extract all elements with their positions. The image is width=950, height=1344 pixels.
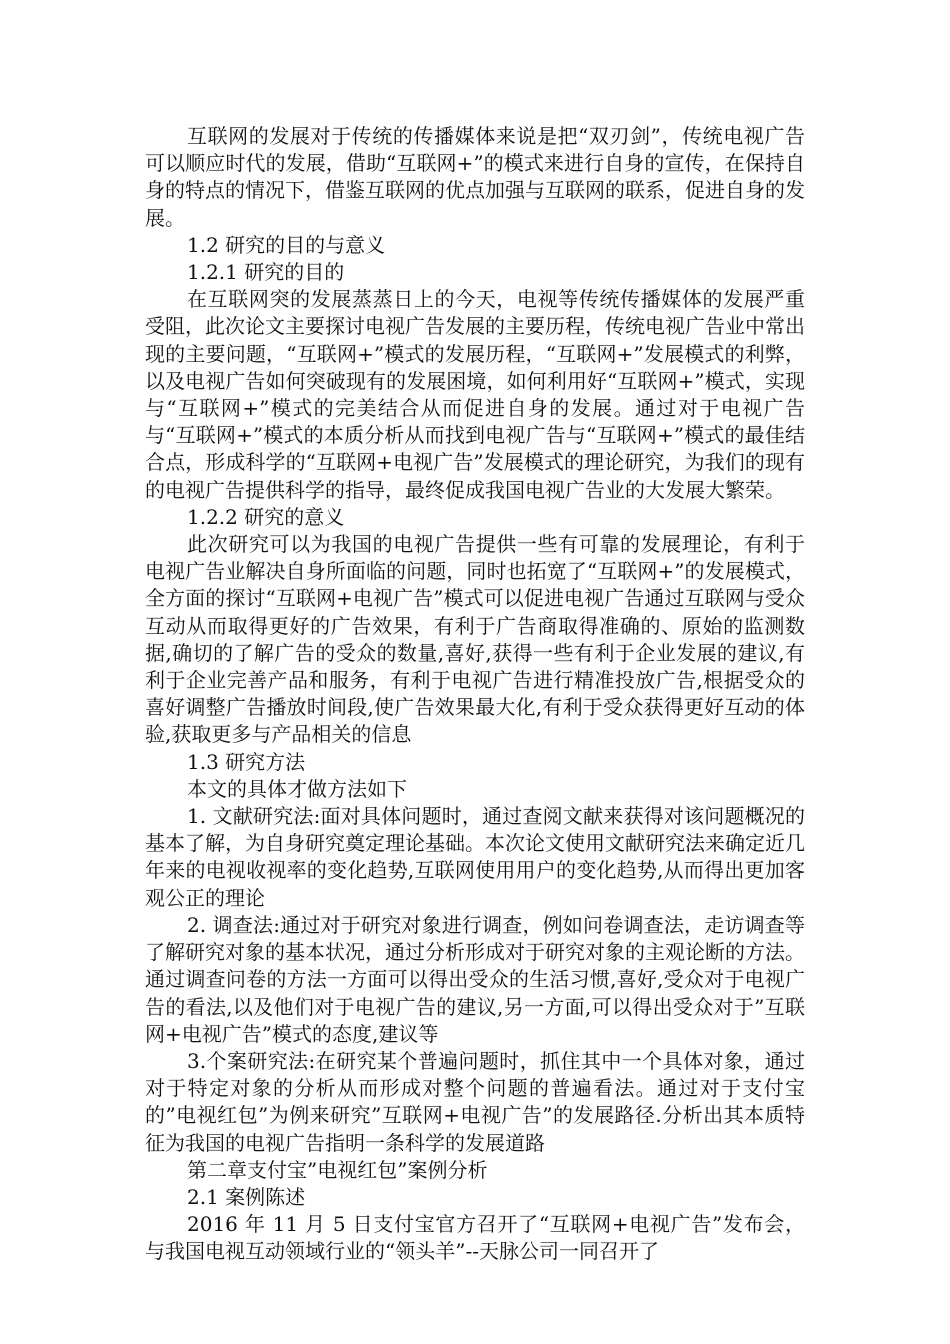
heading-1-3: 1.3 研究方法 xyxy=(187,749,306,774)
paragraph-method-survey: 2. 调查法:通过对于研究对象进行调查，例如问卷调查法，走访调查等了解研究对象的基本状况，通过分析形成对于研究对象的主观论断的方法。通过调查问卷的方法一方面可以得出受众的生活习惯,喜好,受众对于电视广告的看法,以及他们对于电视广告的建议,另一方面,可以得出受众对于”互联网+电视广告”模式的态度,建议等 xyxy=(145,912,805,1046)
paragraph-research-purpose: 在互联网突的发展蒸蒸日上的今天，电视等传统传播媒体的发展严重受阻，此次论文主要探讨电视广告发展的主要历程，传统电视广告业中常出现的主要问题，“互联网+”模式的发展历程，“互联网+”发展模式的利弊，以及电视广告如何突破现有的发展困境，如何利用好“互联网+”模式，实现与“互联网+”模式的完美结合从而促进自身的发展。通过对于电视广告与“互联网+”模式的本质分析从而找到电视广告与“互联网+”模式的最佳结合点，形成科学的“互联网+电视广告”发展模式的理论研究，为我们的现有的电视广告提供科学的指导，最终促成我国电视广告业的大发展大繁荣。 xyxy=(145,287,805,502)
heading-1-2-2: 1.2.2 研究的意义 xyxy=(187,504,345,529)
heading-1-2-1: 1.2.1 研究的目的 xyxy=(187,260,345,285)
paragraph-method-case-study: 3.个案研究法:在研究某个普遍问题时，抓住其中一个具体对象，通过对于特定对象的分析从而形成对整个问题的普遍看法。通过对于支付宝的”电视红包”为例来研究”互联网+电视广告”的发展路径.分析出其本质特征为我国的电视广告指明一条科学的发展道路 xyxy=(145,1048,805,1155)
heading-1-2: 1.2 研究的目的与意义 xyxy=(187,232,386,257)
heading-chapter-2: 第二章支付宝”电视红包”案例分析 xyxy=(187,1157,488,1182)
paragraph-methods-intro: 本文的具体才做方法如下 xyxy=(187,776,407,801)
paragraph-case-statement: 2016 年 11 月 5 日支付宝官方召开了“互联网+电视广告”发布会，与我国电视互动领域行业的“领头羊”--天脉公司一同召开了 xyxy=(145,1212,805,1264)
heading-2-1: 2.1 案例陈述 xyxy=(187,1184,306,1209)
paragraph-research-significance: 此次研究可以为我国的电视广告提供一些有可靠的发展理论，有利于电视广告业解决自身所面临的问题，同时也拓宽了“互联网+”的发展模式，全方面的探讨“互联网+电视广告”模式可以促进电视广告通过互联网与受众互动从而取得更好的广告效果，有利于广告商取得准确的、原始的监测数据,确切的了解广告的受众的数量,喜好,获得一些有利于企业发展的建议,有利于企业完善产品和服务，有利于电视广告进行精准投放广告,根据受众的喜好调整广告播放时间段,使广告效果最大化,有利于受众获得更好互动的体验,获取更多与产品相关的信息 xyxy=(145,532,805,747)
document-body xyxy=(145,123,805,1266)
paragraph-method-literature: 1. 文献研究法:面对具体问题时，通过查阅文献来获得对该问题概况的基本了解，为自身研究奠定理论基础。本次论文使用文献研究法来确定近几年来的电视收视率的变化趋势,互联网使用用户的变化趋势,从而得出更加客观公正的理论 xyxy=(145,804,805,910)
paragraph-intro: 互联网的发展对于传统的传播媒体来说是把“双刃剑”，传统电视广告可以顺应时代的发展，借助“互联网+”的模式来进行自身的宣传，在保持自身的特点的情况下，借鉴互联网的优点加强与互联网的联系，促进自身的发展。 xyxy=(145,124,805,230)
